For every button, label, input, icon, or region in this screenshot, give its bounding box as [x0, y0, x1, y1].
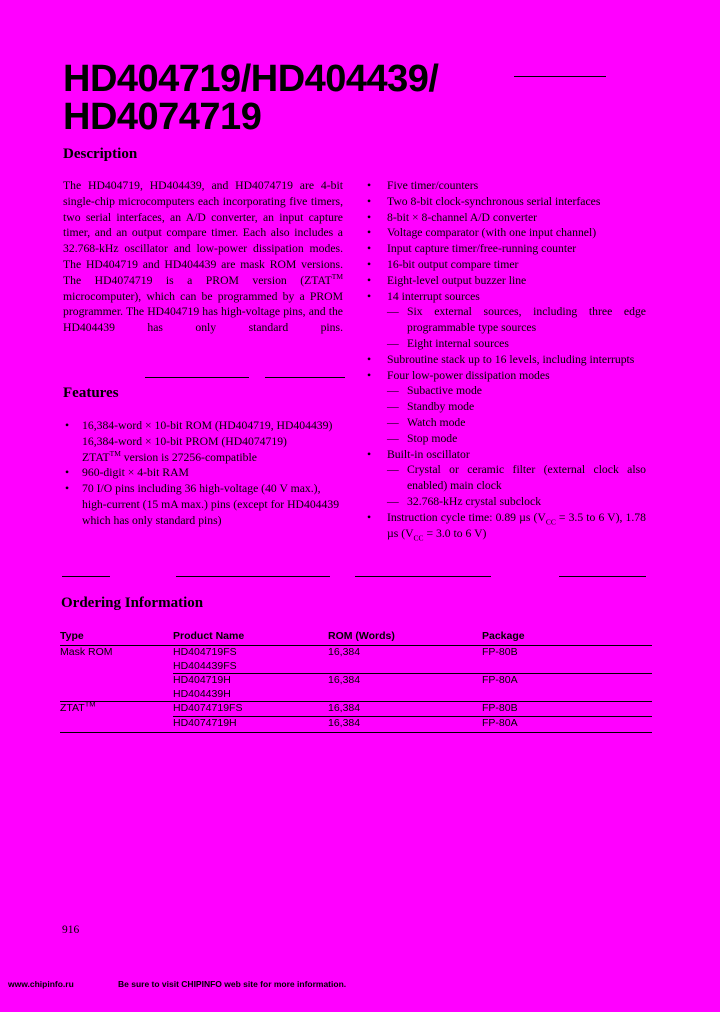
feature-cycle-time	[362, 510, 646, 542]
product-cell: HD404719FS	[173, 646, 237, 658]
section-rule	[355, 576, 491, 577]
feature-adc: • 8-bit × 8-channel A/D converter	[362, 210, 646, 226]
table-row	[60, 646, 652, 660]
page-number: 916	[62, 924, 80, 936]
type-ztat: ZTAT	[60, 702, 85, 714]
osc-main: — Crystal or ceramic filter (external clock also enabled) main clock	[387, 462, 646, 494]
feature-ram: • 960-digit × 4-bit RAM	[63, 465, 343, 481]
description-text-post: microcomputer), which can be programmed by a PROM programmer. The HD404719 has high-voltage pins, and the HD404439 has only standard pins.	[63, 289, 343, 335]
interrupt-external: — Six external sources, including three edge programmable type sources	[387, 304, 646, 336]
cycle-text-b: = 3.5 to 6 V), 1.78 µs (V	[387, 510, 646, 540]
section-rule	[559, 576, 646, 577]
vcc-subscript: CC	[545, 517, 556, 527]
feature-ztat-post: version is 27256-compatible	[120, 450, 257, 464]
lowpower-sublist	[387, 383, 646, 446]
feature-compare: • 16-bit output compare timer	[362, 257, 646, 273]
feature-oscillator-label: Built-in oscillator	[387, 447, 470, 461]
features-heading: Features	[63, 385, 119, 401]
feature-lowpower-label: Four low-power dissipation modes	[387, 368, 550, 382]
package-cell: FP-80A	[482, 716, 652, 733]
col-package: Package	[482, 624, 652, 646]
page-title-line2: HD4074719	[63, 96, 262, 138]
feature-interrupts-label: 14 interrupt sources	[387, 289, 480, 303]
tm-mark: TM	[109, 448, 121, 458]
feature-io: • 70 I/O pins including 36 high-voltage (40 V max.), high-current (15 mA max.) pins (except for HD404439 which has only standard pins)	[63, 481, 343, 528]
feature-comparator: • Voltage comparator (with one input channel)	[362, 225, 646, 241]
feature-rom	[63, 418, 343, 465]
product-cell: HD404439FS	[173, 659, 237, 672]
feature-serial: • Two 8-bit clock-synchronous serial interfaces	[362, 194, 646, 210]
ordering-table	[60, 624, 652, 733]
footer-note: Be sure to visit CHIPINFO web site for more information.	[118, 979, 347, 989]
col-rom: ROM (Words)	[328, 624, 482, 646]
osc-sub: — 32.768-kHz crystal subclock	[387, 494, 646, 510]
oscillator-sublist	[387, 462, 646, 509]
package-cell: FP-80A	[482, 674, 652, 688]
col-product: Product Name	[173, 624, 328, 646]
page-title-line1: HD404719/HD404439/	[63, 58, 439, 100]
interrupt-sublist	[387, 304, 646, 351]
vcc-subscript: CC	[413, 532, 424, 542]
section-rule	[265, 377, 345, 378]
rom-cell: 16,384	[328, 646, 361, 658]
table-row	[60, 688, 652, 702]
features-list	[63, 418, 343, 529]
cycle-text-a: Instruction cycle time: 0.89 µs (V	[387, 510, 546, 524]
tm-mark: TM	[84, 699, 96, 709]
feature-buzzer: • Eight-level output buzzer line	[362, 273, 646, 289]
feature-rom-line1: • 16,384-word × 10-bit ROM (HD404719, HD404439)	[82, 419, 333, 432]
tm-mark: TM	[331, 271, 343, 281]
section-rule	[145, 377, 249, 378]
mode-standby: — Standby mode	[387, 399, 646, 415]
feature-timers: • Five timer/counters	[362, 178, 646, 194]
feature-rom-line2: 16,384-word × 10-bit PROM (HD4074719)	[82, 434, 287, 448]
table-row	[60, 674, 652, 688]
table-row	[60, 660, 652, 674]
description-text-pre: The HD404719, HD404439, and HD4074719 are 4-bit single-chip microcomputers each incorporating five timers, two serial interfaces, an A/D converter, an input capture timer, and an output compare timer. Each also includes a 32.768-kHz oscillator and low-power dissipation modes. The HD404719 and HD404439 are mask ROM versions. The HD4074719 is a PROM version (ZTAT	[63, 179, 343, 287]
section-rule	[176, 576, 330, 577]
right-features-list	[362, 178, 646, 541]
product-cell: HD4074719FS	[173, 702, 328, 717]
feature-lowpower	[362, 368, 646, 447]
col-type: Type	[60, 624, 173, 646]
feature-stack: • Subroutine stack up to 16 levels, including interrupts	[362, 352, 646, 368]
mode-subactive: — Subactive mode	[387, 383, 646, 399]
description-heading: Description	[63, 146, 138, 162]
table-header-row	[60, 624, 652, 646]
feature-interrupts	[362, 289, 646, 352]
rom-cell: 16,384	[328, 702, 482, 717]
cycle-text-c: = 3.0 to 6 V)	[423, 526, 487, 540]
feature-ztat-pre: ZTAT	[82, 450, 110, 464]
mode-watch: — Watch mode	[387, 415, 646, 431]
feature-oscillator	[362, 447, 646, 510]
package-cell: FP-80B	[482, 646, 518, 658]
product-cell: HD4074719H	[173, 716, 328, 733]
description-text	[63, 178, 343, 368]
type-cell: Mask ROM	[60, 646, 113, 658]
ordering-heading: Ordering Information	[61, 595, 204, 611]
rom-cell: 16,384	[328, 716, 482, 733]
title-rule	[514, 76, 606, 77]
type-cell	[60, 699, 173, 717]
table-row	[60, 702, 652, 717]
interrupt-internal: — Eight internal sources	[387, 336, 646, 352]
rom-cell: 16,384	[328, 674, 482, 688]
footer-site-link[interactable]: www.chipinfo.ru	[8, 979, 74, 989]
section-rule	[62, 576, 110, 577]
mode-stop: — Stop mode	[387, 431, 646, 447]
product-cell: HD404439H	[173, 687, 231, 700]
package-cell: FP-80B	[482, 702, 652, 717]
product-cell: HD404719H	[173, 674, 328, 688]
feature-capture: • Input capture timer/free-running counter	[362, 241, 646, 257]
table-row	[60, 716, 652, 733]
feature-ztat-line	[82, 450, 343, 466]
